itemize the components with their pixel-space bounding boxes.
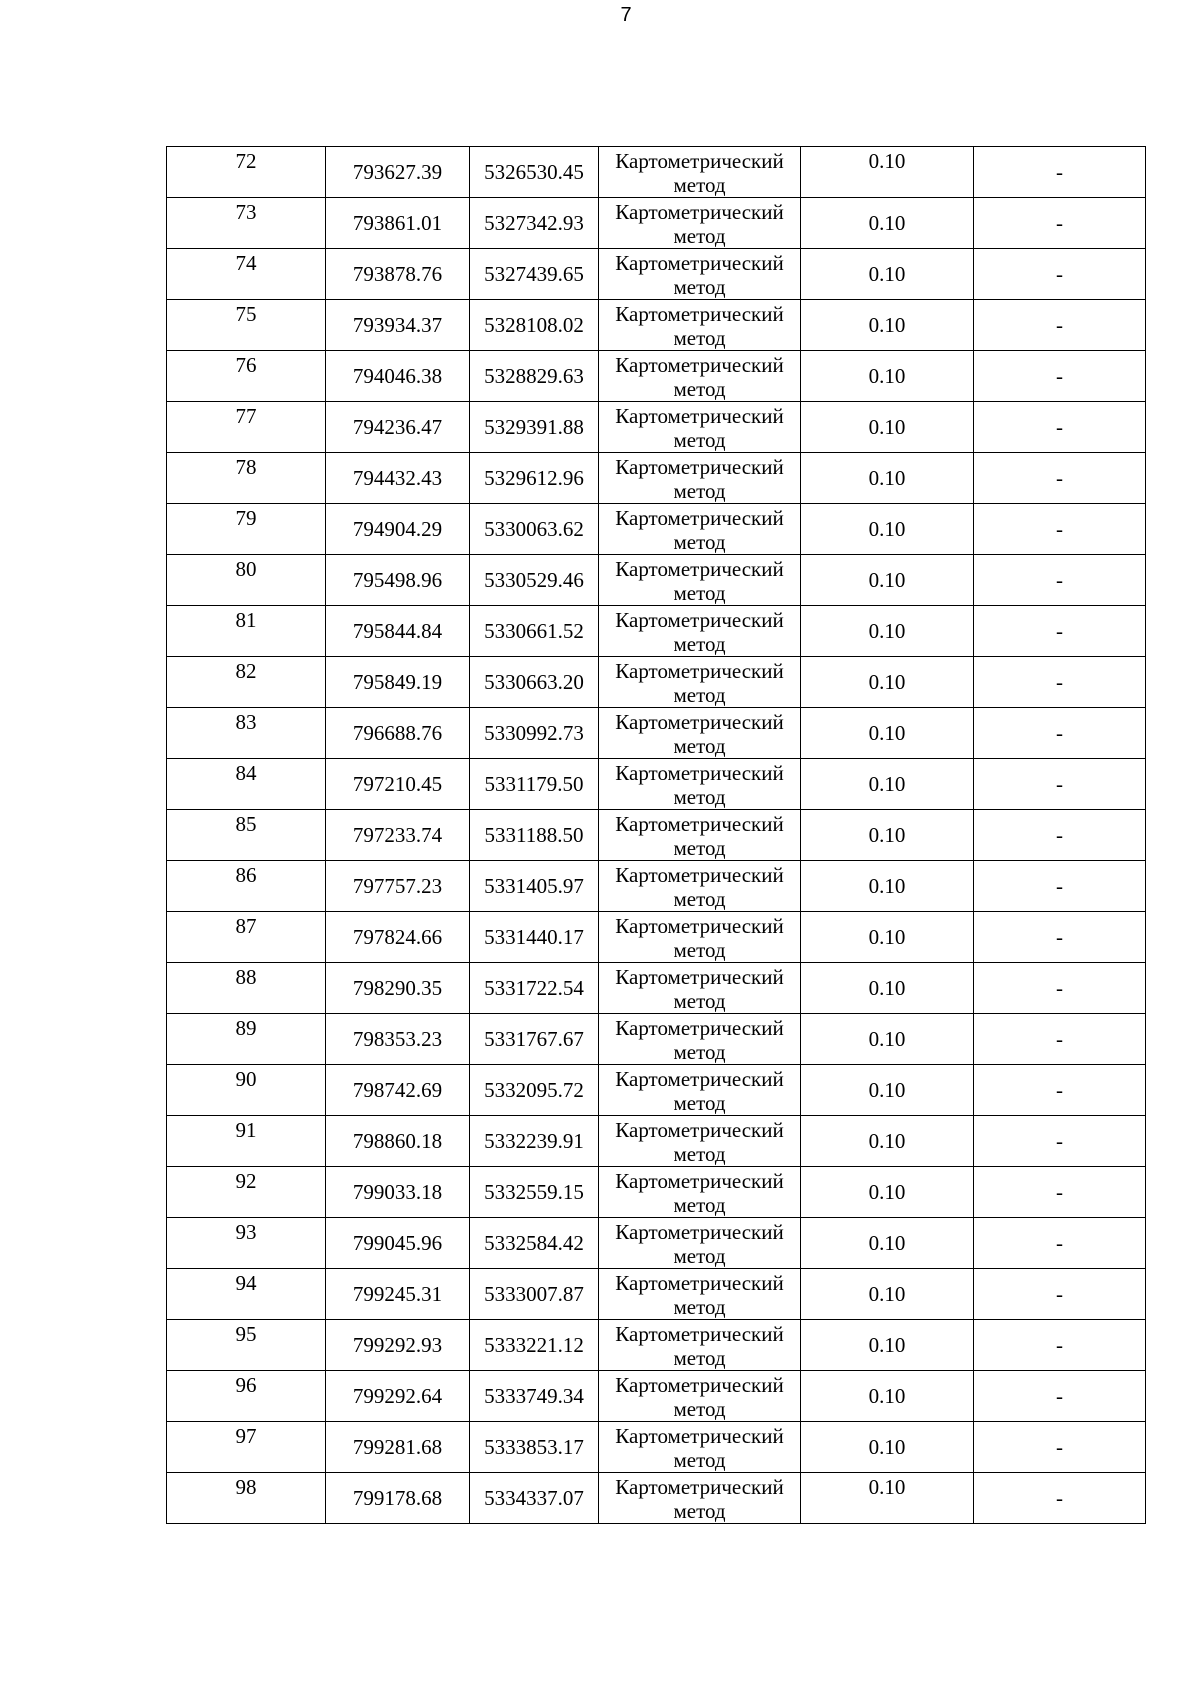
point-number-cell: 98 xyxy=(167,1473,326,1524)
point-number-cell: 87 xyxy=(167,912,326,963)
table-row xyxy=(167,1320,1146,1371)
x-coordinate-cell: 794432.43 xyxy=(326,453,470,504)
method-line-1: Картометрический xyxy=(615,404,784,428)
method-cell xyxy=(599,1320,801,1371)
method-line-2: метод xyxy=(673,938,726,962)
note-cell: - xyxy=(974,1320,1146,1371)
method-line-1: Картометрический xyxy=(615,251,784,275)
method-cell xyxy=(599,1065,801,1116)
accuracy-cell: 0.10 xyxy=(801,198,974,249)
accuracy-cell: 0.10 xyxy=(801,453,974,504)
accuracy-cell: 0.10 xyxy=(801,1269,974,1320)
accuracy-cell: 0.10 xyxy=(801,1167,974,1218)
method-cell xyxy=(599,402,801,453)
note-cell: - xyxy=(974,300,1146,351)
accuracy-cell: 0.10 xyxy=(801,1014,974,1065)
method-line-2: метод xyxy=(673,1244,726,1268)
method-line-1: Картометрический xyxy=(615,965,784,989)
accuracy-cell: 0.10 xyxy=(801,606,974,657)
method-line-1: Картометрический xyxy=(615,455,784,479)
point-number-cell: 73 xyxy=(167,198,326,249)
y-coordinate-cell: 5330661.52 xyxy=(470,606,599,657)
point-number-cell: 89 xyxy=(167,1014,326,1065)
table-row xyxy=(167,1269,1146,1320)
point-number-cell: 97 xyxy=(167,1422,326,1473)
accuracy-cell: 0.10 xyxy=(801,657,974,708)
method-line-1: Картометрический xyxy=(615,608,784,632)
method-line-2: метод xyxy=(673,326,726,350)
point-number-cell: 81 xyxy=(167,606,326,657)
y-coordinate-cell: 5332559.15 xyxy=(470,1167,599,1218)
table-body xyxy=(167,147,1146,1524)
y-coordinate-cell: 5331188.50 xyxy=(470,810,599,861)
method-line-2: метод xyxy=(673,836,726,860)
x-coordinate-cell: 795498.96 xyxy=(326,555,470,606)
point-number-cell: 95 xyxy=(167,1320,326,1371)
note-cell: - xyxy=(974,861,1146,912)
note-cell: - xyxy=(974,708,1146,759)
method-line-2: метод xyxy=(673,1448,726,1472)
method-line-1: Картометрический xyxy=(615,353,784,377)
note-cell: - xyxy=(974,1116,1146,1167)
method-cell xyxy=(599,759,801,810)
note-cell: - xyxy=(974,555,1146,606)
y-coordinate-cell: 5330529.46 xyxy=(470,555,599,606)
accuracy-cell: 0.10 xyxy=(801,402,974,453)
accuracy-cell: 0.10 xyxy=(801,1473,974,1524)
note-cell: - xyxy=(974,402,1146,453)
x-coordinate-cell: 793627.39 xyxy=(326,147,470,198)
method-line-1: Картометрический xyxy=(615,1373,784,1397)
point-number-cell: 83 xyxy=(167,708,326,759)
x-coordinate-cell: 793878.76 xyxy=(326,249,470,300)
method-line-1: Картометрический xyxy=(615,1220,784,1244)
method-cell xyxy=(599,555,801,606)
x-coordinate-cell: 797757.23 xyxy=(326,861,470,912)
method-line-1: Картометрический xyxy=(615,761,784,785)
y-coordinate-cell: 5332584.42 xyxy=(470,1218,599,1269)
method-cell xyxy=(599,1422,801,1473)
table-row xyxy=(167,1422,1146,1473)
x-coordinate-cell: 799245.31 xyxy=(326,1269,470,1320)
y-coordinate-cell: 5330992.73 xyxy=(470,708,599,759)
method-cell xyxy=(599,147,801,198)
table-row xyxy=(167,1065,1146,1116)
method-cell xyxy=(599,1014,801,1065)
table-row xyxy=(167,963,1146,1014)
method-cell xyxy=(599,351,801,402)
point-number-cell: 79 xyxy=(167,504,326,555)
method-cell xyxy=(599,1218,801,1269)
note-cell: - xyxy=(974,1371,1146,1422)
accuracy-cell: 0.10 xyxy=(801,1218,974,1269)
method-cell xyxy=(599,963,801,1014)
y-coordinate-cell: 5333221.12 xyxy=(470,1320,599,1371)
note-cell: - xyxy=(974,198,1146,249)
note-cell: - xyxy=(974,504,1146,555)
accuracy-cell: 0.10 xyxy=(801,1320,974,1371)
x-coordinate-cell: 797824.66 xyxy=(326,912,470,963)
note-cell: - xyxy=(974,1167,1146,1218)
note-cell: - xyxy=(974,1473,1146,1524)
accuracy-cell: 0.10 xyxy=(801,1116,974,1167)
x-coordinate-cell: 796688.76 xyxy=(326,708,470,759)
x-coordinate-cell: 799292.93 xyxy=(326,1320,470,1371)
method-line-2: метод xyxy=(673,1193,726,1217)
method-cell xyxy=(599,861,801,912)
x-coordinate-cell: 795844.84 xyxy=(326,606,470,657)
y-coordinate-cell: 5331405.97 xyxy=(470,861,599,912)
point-number-cell: 77 xyxy=(167,402,326,453)
point-number-cell: 92 xyxy=(167,1167,326,1218)
accuracy-cell: 0.10 xyxy=(801,759,974,810)
y-coordinate-cell: 5331179.50 xyxy=(470,759,599,810)
y-coordinate-cell: 5327439.65 xyxy=(470,249,599,300)
accuracy-cell: 0.10 xyxy=(801,708,974,759)
method-line-1: Картометрический xyxy=(615,1169,784,1193)
coordinates-table xyxy=(166,146,1146,1524)
y-coordinate-cell: 5333749.34 xyxy=(470,1371,599,1422)
table-row xyxy=(167,912,1146,963)
method-line-2: метод xyxy=(673,989,726,1013)
accuracy-cell: 0.10 xyxy=(801,555,974,606)
y-coordinate-cell: 5328108.02 xyxy=(470,300,599,351)
table-row xyxy=(167,1218,1146,1269)
point-number-cell: 72 xyxy=(167,147,326,198)
method-line-1: Картометрический xyxy=(615,1322,784,1346)
accuracy-cell: 0.10 xyxy=(801,351,974,402)
method-line-2: метод xyxy=(673,683,726,707)
x-coordinate-cell: 793934.37 xyxy=(326,300,470,351)
accuracy-cell: 0.10 xyxy=(801,300,974,351)
x-coordinate-cell: 794236.47 xyxy=(326,402,470,453)
y-coordinate-cell: 5332095.72 xyxy=(470,1065,599,1116)
method-line-2: метод xyxy=(673,632,726,656)
note-cell: - xyxy=(974,351,1146,402)
table-row xyxy=(167,606,1146,657)
accuracy-cell: 0.10 xyxy=(801,1065,974,1116)
note-cell: - xyxy=(974,657,1146,708)
accuracy-cell: 0.10 xyxy=(801,810,974,861)
method-line-1: Картометрический xyxy=(615,1424,784,1448)
method-cell xyxy=(599,657,801,708)
method-line-2: метод xyxy=(673,1397,726,1421)
y-coordinate-cell: 5331767.67 xyxy=(470,1014,599,1065)
note-cell: - xyxy=(974,453,1146,504)
method-line-1: Картометрический xyxy=(615,1271,784,1295)
table-row xyxy=(167,1116,1146,1167)
table-row xyxy=(167,657,1146,708)
method-line-1: Картометрический xyxy=(615,1067,784,1091)
note-cell: - xyxy=(974,1065,1146,1116)
y-coordinate-cell: 5330063.62 xyxy=(470,504,599,555)
table-row xyxy=(167,453,1146,504)
method-line-1: Картометрический xyxy=(615,659,784,683)
method-line-2: метод xyxy=(673,377,726,401)
accuracy-cell: 0.10 xyxy=(801,912,974,963)
table-row xyxy=(167,1014,1146,1065)
x-coordinate-cell: 797210.45 xyxy=(326,759,470,810)
accuracy-cell: 0.10 xyxy=(801,249,974,300)
point-number-cell: 84 xyxy=(167,759,326,810)
method-cell xyxy=(599,1473,801,1524)
x-coordinate-cell: 799033.18 xyxy=(326,1167,470,1218)
method-cell xyxy=(599,453,801,504)
method-cell xyxy=(599,504,801,555)
method-line-2: метод xyxy=(673,173,726,197)
accuracy-cell: 0.10 xyxy=(801,963,974,1014)
point-number-cell: 90 xyxy=(167,1065,326,1116)
method-line-2: метод xyxy=(673,1142,726,1166)
y-coordinate-cell: 5327342.93 xyxy=(470,198,599,249)
y-coordinate-cell: 5333007.87 xyxy=(470,1269,599,1320)
table-row xyxy=(167,708,1146,759)
accuracy-cell: 0.10 xyxy=(801,1422,974,1473)
y-coordinate-cell: 5330663.20 xyxy=(470,657,599,708)
method-line-2: метод xyxy=(673,1091,726,1115)
table-row xyxy=(167,810,1146,861)
table-row xyxy=(167,1473,1146,1524)
x-coordinate-cell: 795849.19 xyxy=(326,657,470,708)
method-line-1: Картометрический xyxy=(615,1118,784,1142)
y-coordinate-cell: 5334337.07 xyxy=(470,1473,599,1524)
note-cell: - xyxy=(974,1422,1146,1473)
method-cell xyxy=(599,708,801,759)
table-row xyxy=(167,1167,1146,1218)
table-row xyxy=(167,759,1146,810)
method-cell xyxy=(599,1167,801,1218)
point-number-cell: 78 xyxy=(167,453,326,504)
point-number-cell: 91 xyxy=(167,1116,326,1167)
point-number-cell: 86 xyxy=(167,861,326,912)
x-coordinate-cell: 794904.29 xyxy=(326,504,470,555)
point-number-cell: 93 xyxy=(167,1218,326,1269)
x-coordinate-cell: 793861.01 xyxy=(326,198,470,249)
method-line-2: метод xyxy=(673,428,726,452)
method-cell xyxy=(599,300,801,351)
method-line-1: Картометрический xyxy=(615,914,784,938)
x-coordinate-cell: 799178.68 xyxy=(326,1473,470,1524)
method-line-2: метод xyxy=(673,581,726,605)
table-row xyxy=(167,504,1146,555)
method-cell xyxy=(599,249,801,300)
table-row xyxy=(167,147,1146,198)
y-coordinate-cell: 5331440.17 xyxy=(470,912,599,963)
note-cell: - xyxy=(974,606,1146,657)
method-line-2: метод xyxy=(673,1346,726,1370)
point-number-cell: 74 xyxy=(167,249,326,300)
point-number-cell: 76 xyxy=(167,351,326,402)
point-number-cell: 75 xyxy=(167,300,326,351)
method-line-2: метод xyxy=(673,887,726,911)
method-line-1: Картометрический xyxy=(615,557,784,581)
method-line-1: Картометрический xyxy=(615,710,784,734)
y-coordinate-cell: 5328829.63 xyxy=(470,351,599,402)
y-coordinate-cell: 5331722.54 xyxy=(470,963,599,1014)
note-cell: - xyxy=(974,759,1146,810)
point-number-cell: 94 xyxy=(167,1269,326,1320)
method-line-1: Картометрический xyxy=(615,1475,784,1499)
point-number-cell: 85 xyxy=(167,810,326,861)
x-coordinate-cell: 798860.18 xyxy=(326,1116,470,1167)
method-cell xyxy=(599,912,801,963)
table-row xyxy=(167,555,1146,606)
y-coordinate-cell: 5333853.17 xyxy=(470,1422,599,1473)
y-coordinate-cell: 5329391.88 xyxy=(470,402,599,453)
method-line-2: метод xyxy=(673,224,726,248)
point-number-cell: 80 xyxy=(167,555,326,606)
method-line-1: Картометрический xyxy=(615,200,784,224)
method-cell xyxy=(599,1269,801,1320)
method-line-1: Картометрический xyxy=(615,149,784,173)
note-cell: - xyxy=(974,1218,1146,1269)
note-cell: - xyxy=(974,810,1146,861)
accuracy-cell: 0.10 xyxy=(801,1371,974,1422)
table-row xyxy=(167,198,1146,249)
table-row xyxy=(167,1371,1146,1422)
method-cell xyxy=(599,198,801,249)
note-cell: - xyxy=(974,1014,1146,1065)
table-row xyxy=(167,861,1146,912)
method-line-1: Картометрический xyxy=(615,506,784,530)
x-coordinate-cell: 799292.64 xyxy=(326,1371,470,1422)
point-number-cell: 82 xyxy=(167,657,326,708)
method-line-2: метод xyxy=(673,530,726,554)
table-row xyxy=(167,402,1146,453)
method-line-1: Картометрический xyxy=(615,1016,784,1040)
accuracy-cell: 0.10 xyxy=(801,504,974,555)
table-row xyxy=(167,351,1146,402)
x-coordinate-cell: 798742.69 xyxy=(326,1065,470,1116)
page-number: 7 xyxy=(620,4,632,26)
method-line-1: Картометрический xyxy=(615,863,784,887)
method-line-2: метод xyxy=(673,479,726,503)
table-row xyxy=(167,249,1146,300)
table-row xyxy=(167,300,1146,351)
method-cell xyxy=(599,810,801,861)
note-cell: - xyxy=(974,249,1146,300)
note-cell: - xyxy=(974,912,1146,963)
x-coordinate-cell: 798290.35 xyxy=(326,963,470,1014)
note-cell: - xyxy=(974,147,1146,198)
x-coordinate-cell: 798353.23 xyxy=(326,1014,470,1065)
y-coordinate-cell: 5332239.91 xyxy=(470,1116,599,1167)
method-cell xyxy=(599,1116,801,1167)
point-number-cell: 88 xyxy=(167,963,326,1014)
note-cell: - xyxy=(974,963,1146,1014)
point-number-cell: 96 xyxy=(167,1371,326,1422)
method-cell xyxy=(599,1371,801,1422)
x-coordinate-cell: 799281.68 xyxy=(326,1422,470,1473)
accuracy-cell: 0.10 xyxy=(801,147,974,198)
y-coordinate-cell: 5326530.45 xyxy=(470,147,599,198)
method-line-2: метод xyxy=(673,785,726,809)
x-coordinate-cell: 797233.74 xyxy=(326,810,470,861)
method-line-2: метод xyxy=(673,1499,726,1523)
method-line-2: метод xyxy=(673,1295,726,1319)
method-line-1: Картометрический xyxy=(615,302,784,326)
note-cell: - xyxy=(974,1269,1146,1320)
y-coordinate-cell: 5329612.96 xyxy=(470,453,599,504)
x-coordinate-cell: 794046.38 xyxy=(326,351,470,402)
method-line-2: метод xyxy=(673,275,726,299)
method-cell xyxy=(599,606,801,657)
method-line-2: метод xyxy=(673,1040,726,1064)
accuracy-cell: 0.10 xyxy=(801,861,974,912)
method-line-1: Картометрический xyxy=(615,812,784,836)
x-coordinate-cell: 799045.96 xyxy=(326,1218,470,1269)
method-line-2: метод xyxy=(673,734,726,758)
